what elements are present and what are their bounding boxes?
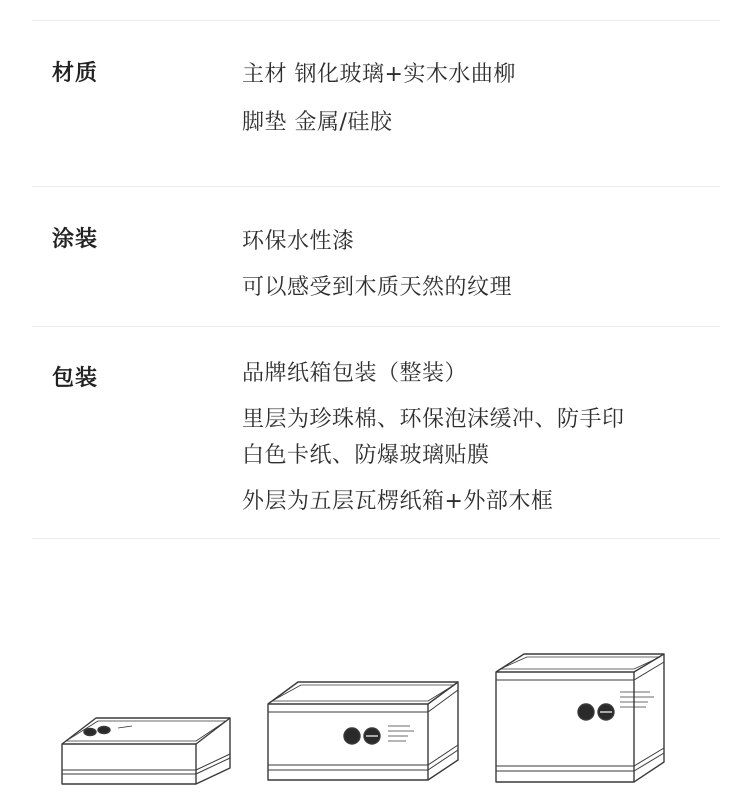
spec-line: 环保水性漆 — [242, 229, 355, 254]
boxes-svg — [0, 620, 750, 800]
divider — [32, 186, 720, 187]
spec-line: 外层为五层瓦楞纸箱+外部木框 — [242, 489, 554, 514]
medium-box-illustration — [268, 682, 458, 780]
spec-label-material: 材质 — [52, 61, 99, 86]
spec-line: 品牌纸箱包装（整装） — [242, 361, 468, 386]
large-box-illustration — [496, 654, 664, 782]
packaging-illustration — [0, 620, 750, 800]
spec-line: 脚垫 金属/硅胶 — [242, 110, 393, 135]
divider — [32, 326, 720, 327]
divider — [32, 20, 720, 21]
spec-line: 白色卡纸、防爆玻璃贴膜 — [242, 443, 490, 468]
spec-line: 可以感受到木质天然的纹理 — [242, 275, 513, 300]
spec-label-coating: 涂装 — [52, 227, 99, 252]
small-box-illustration — [62, 718, 230, 784]
spec-line: 主材 钢化玻璃+实木水曲柳 — [242, 62, 516, 87]
spec-label-packaging: 包装 — [52, 366, 99, 391]
spec-line: 里层为珍珠棉、环保泡沫缓冲、防手印 — [242, 407, 625, 432]
divider — [32, 538, 720, 539]
